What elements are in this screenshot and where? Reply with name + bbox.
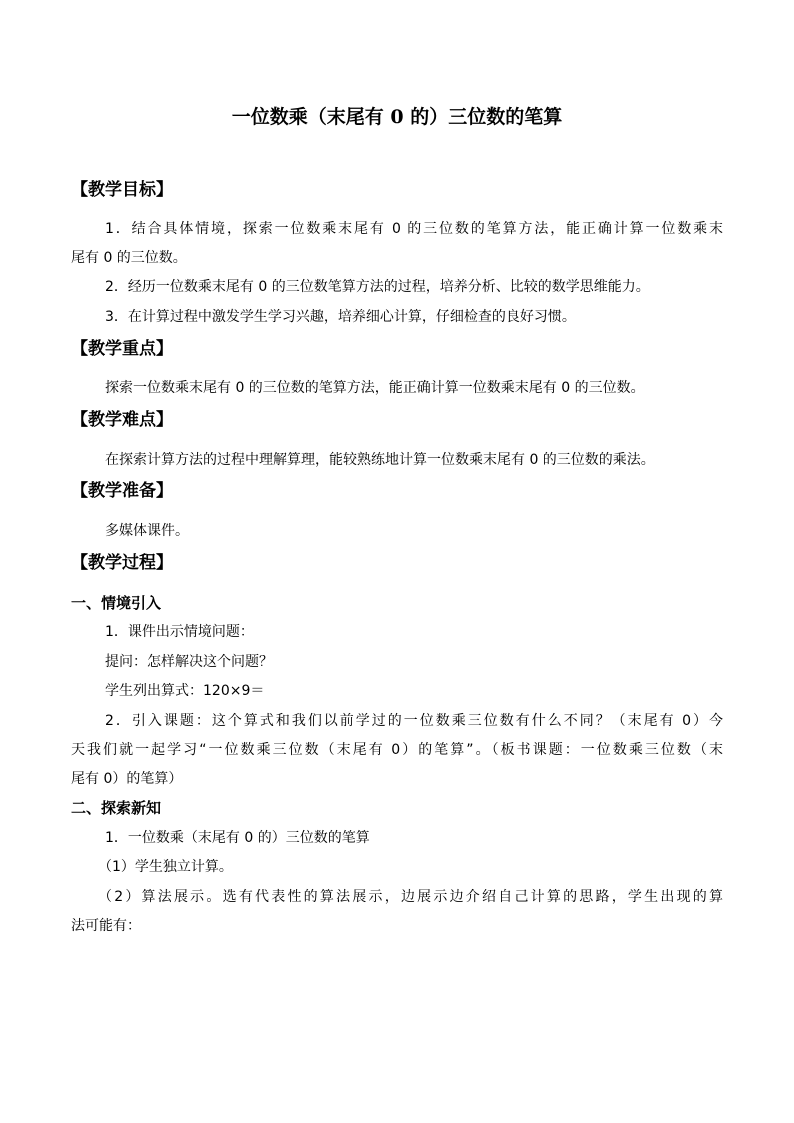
key-points-heading: 【教学重点】 xyxy=(71,339,173,359)
goals-item1-line1: 1．结合具体情境，探索一位数乘末尾有 0 的三位数的笔算方法，能正确计算一位数乘末 xyxy=(105,221,723,237)
part2-line1: 1．一位数乘（末尾有 0 的）三位数的笔算 xyxy=(105,830,370,846)
part2-line2: （1）学生独立计算。 xyxy=(98,859,233,875)
goals-heading: 【教学目标】 xyxy=(71,180,173,200)
part2-heading: 二、探索新知 xyxy=(71,799,162,817)
process-heading: 【教学过程】 xyxy=(71,553,173,573)
part1-line5: 天我们就一起学习“一位数乘三位数（末尾有 0）的笔算”。（板书课题：一位数乘三位数（末 xyxy=(71,742,723,758)
part1-line6: 尾有 0）的笔算） xyxy=(71,771,183,787)
goals-item2: 2．经历一位数乘末尾有 0 的三位数笔算方法的过程，培养分析、比较的数学思维能力。 xyxy=(105,279,650,295)
difficulties-text: 在探索计算方法的过程中理解算理，能较熟练地计算一位数乘末尾有 0 的三位数的乘法。 xyxy=(105,452,655,468)
preparation-heading: 【教学准备】 xyxy=(71,481,173,501)
key-points-text: 探索一位数乘末尾有 0 的三位数的笔算方法，能正确计算一位数乘末尾有 0 的三位数。 xyxy=(105,380,645,396)
part2-line4: 法可能有： xyxy=(71,918,141,934)
document-title: 一位数乘（末尾有 0 的）三位数的笔算 xyxy=(231,106,563,128)
part1-line1: 1．课件出示情境问题： xyxy=(105,624,254,640)
part1-line4: 2．引入课题：这个算式和我们以前学过的一位数乘三位数有什么不同？（末尾有 0）今 xyxy=(105,713,723,729)
part2-line3: （2）算法展示。选有代表性的算法展示，边展示边介绍自己计算的思路，学生出现的算 xyxy=(98,889,723,905)
part1-line3: 学生列出算式：120×9＝ xyxy=(105,683,265,699)
goals-item1-line2: 尾有 0 的三位数。 xyxy=(71,250,187,266)
part1-line2: 提问：怎样解决这个问题？ xyxy=(105,654,273,670)
part1-heading: 一、情境引入 xyxy=(71,594,162,612)
preparation-text: 多媒体课件。 xyxy=(105,523,189,539)
difficulties-heading: 【教学难点】 xyxy=(71,410,173,430)
goals-item3: 3．在计算过程中激发学生学习兴趣，培养细心计算，仔细检查的良好习惯。 xyxy=(105,309,576,325)
